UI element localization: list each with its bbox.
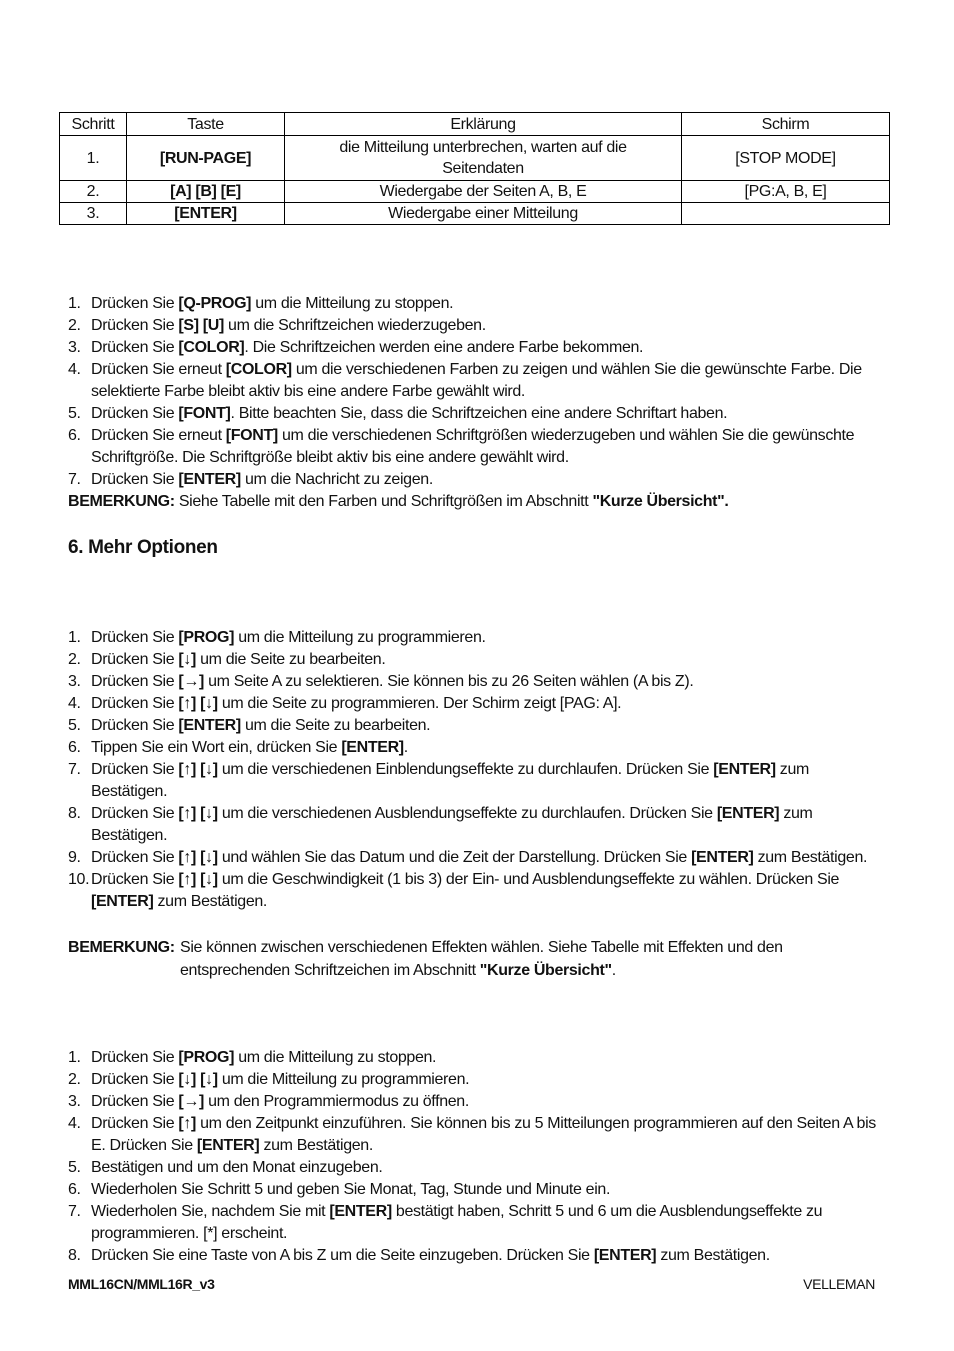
header-taste: Taste [127, 113, 285, 136]
cell-screen [682, 203, 890, 225]
note-reference: "Kurze Übersicht" [479, 962, 612, 979]
footer-brand: VELLEMAN [803, 1276, 875, 1292]
note-reference: "Kurze Übersicht". [592, 493, 729, 510]
list-item: 1. Drücken Sie [Q-PROG] um die Mitteilung zu stoppen. [68, 295, 454, 312]
table-row [60, 203, 890, 225]
cell-step: 2. [60, 181, 127, 203]
list-item: 2. Drücken Sie [↓] um die Seite zu bearbeiten. [68, 651, 386, 668]
cell-explanation: Wiedergabe der Seiten A, B, E [285, 181, 682, 203]
note-text: Siehe Tabelle mit den Farben und Schriftgrößen im Abschnitt [174, 493, 593, 510]
list-item: 5. Drücken Sie [FONT]. Bitte beachten Sie, dass die Schriftzeichen eine andere Schriftart haben. [68, 405, 728, 422]
note-effects: BEMERKUNG: Sie können zwischen verschiedenen Effekten wählen. Siehe Tabelle mit Effekten und den entsprechenden Schriftzeichen im Abschnitt "Kurze Übersicht". [68, 936, 888, 982]
cell-screen: [STOP MODE] [682, 136, 890, 181]
list-item: 7. Drücken Sie [↑] [↓] um die verschiedenen Einblendungseffekte zu durchlaufen. Drücken Sie [ENTER] zum Bestätigen. [68, 761, 809, 800]
list-item: 7. Drücken Sie [ENTER] um die Nachricht zu zeigen. [68, 471, 433, 488]
cell-key: [ENTER] [127, 203, 285, 225]
table-row [60, 136, 890, 181]
header-schritt: Schritt [60, 113, 127, 136]
list-item: 8. Drücken Sie [↑] [↓] um die verschiedenen Ausblendungseffekte zu durchlaufen. Drücken Sie [ENTER] zum Bestätigen. [68, 805, 813, 844]
list-item: 5. Bestätigen und um den Monat einzugeben. [68, 1159, 383, 1176]
header-erklaerung: Erklärung [285, 113, 682, 136]
page-programming-steps-list [68, 627, 888, 913]
list-item: 2. Drücken Sie [S] [U] um die Schriftzeichen wiederzugeben. [68, 317, 486, 334]
list-item: 1. Drücken Sie [PROG] um die Mitteilung zu stoppen. [68, 1049, 437, 1066]
list-item: 5. Drücken Sie [ENTER] um die Seite zu bearbeiten. [68, 717, 431, 734]
list-item: 4. Drücken Sie [↑] um den Zeitpunkt einzuführen. Sie können bis zu 5 Mitteilungen programmieren auf den Seiten A bis E. Drücken Sie [ENTER] zum Bestätigen. [68, 1115, 876, 1154]
cell-key: [A] [B] [E] [127, 181, 285, 203]
list-item: 6. Drücken Sie erneut [FONT] um die verschiedenen Schriftgrößen wiederzugeben und wählen Sie die gewünschte Schriftgröße. Die Schriftgröße bleibt aktiv bis eine andere gewählt wird. [68, 427, 855, 466]
table-header-row [60, 113, 890, 136]
list-item: 6. Wiederholen Sie Schritt 5 und geben Sie Monat, Tag, Stunde und Minute ein. [68, 1181, 611, 1198]
list-item: 10. Drücken Sie [↑] [↓] um die Geschwindigkeit (1 bis 3) der Ein- und Ausblendungseffekte zu wählen. Drücken Sie [ENTER] zum Bestätigen. [68, 871, 840, 910]
list-item: 7. Wiederholen Sie, nachdem Sie mit [ENTER] bestätigt haben, Schritt 5 und 6 um die Ausblendungseffekte zu programmieren. [*] erscheint. [68, 1203, 823, 1242]
color-font-steps-list [68, 293, 888, 491]
list-item: 6. Tippen Sie ein Wort ein, drücken Sie [ENTER]. [68, 739, 408, 756]
list-item: 4. Drücken Sie [↑] [↓] um die Seite zu programmieren. Der Schirm zeigt [PAG: A]. [68, 695, 622, 712]
cell-key: [RUN-PAGE] [127, 136, 285, 181]
footer-model: MML16CN/MML16R_v3 [68, 1276, 215, 1292]
cell-step: 1. [60, 136, 127, 181]
note-text: Sie können zwischen verschiedenen Effekten wählen. Siehe Tabelle mit Effekten und den entsprechenden Schriftzeichen im Abschnitt [180, 939, 783, 979]
cell-explanation: Wiedergabe einer Mitteilung [285, 203, 682, 225]
list-item: 3. Drücken Sie [→] um Seite A zu selektieren. Sie können bis zu 26 Seiten wählen (A bis Z). [68, 673, 694, 690]
timer-programming-steps-list [68, 1047, 888, 1267]
list-item: 8. Drücken Sie eine Taste von A bis Z um die Seite einzugeben. Drücken Sie [ENTER] zum Bestätigen. [68, 1247, 770, 1264]
cell-explanation: die Mitteilung unterbrechen, warten auf die Seitendaten [285, 136, 682, 181]
note-label: BEMERKUNG: [68, 493, 175, 510]
list-item: 3. Drücken Sie [COLOR]. Die Schriftzeichen werden eine andere Farbe bekommen. [68, 339, 644, 356]
list-item: 9. Drücken Sie [↑] [↓] und wählen Sie das Datum und die Zeit der Darstellung. Drücken Sie [ENTER] zum Bestätigen. [68, 849, 868, 866]
table-row [60, 181, 890, 203]
list-item: 2. Drücken Sie [↓] [↓] um die Mitteilung zu programmieren. [68, 1071, 470, 1088]
section-heading: 6. Mehr Optionen [68, 537, 218, 558]
steps-table [59, 112, 890, 225]
note-colors-fonts [68, 491, 888, 513]
list-item: 3. Drücken Sie [→] um den Programmiermodus zu öffnen. [68, 1093, 469, 1110]
cell-step: 3. [60, 203, 127, 225]
note-label: BEMERKUNG: [68, 939, 175, 956]
header-schirm: Schirm [682, 113, 890, 136]
list-item: 4. Drücken Sie erneut [COLOR] um die verschiedenen Farben zu zeigen und wählen Sie die gewünschte Farbe. Die selektierte Farbe bleibt aktiv bis eine andere Farbe gewählt wird. [68, 361, 862, 400]
cell-screen: [PG:A, B, E] [682, 181, 890, 203]
list-item: 1. Drücken Sie [PROG] um die Mitteilung zu programmieren. [68, 629, 486, 646]
